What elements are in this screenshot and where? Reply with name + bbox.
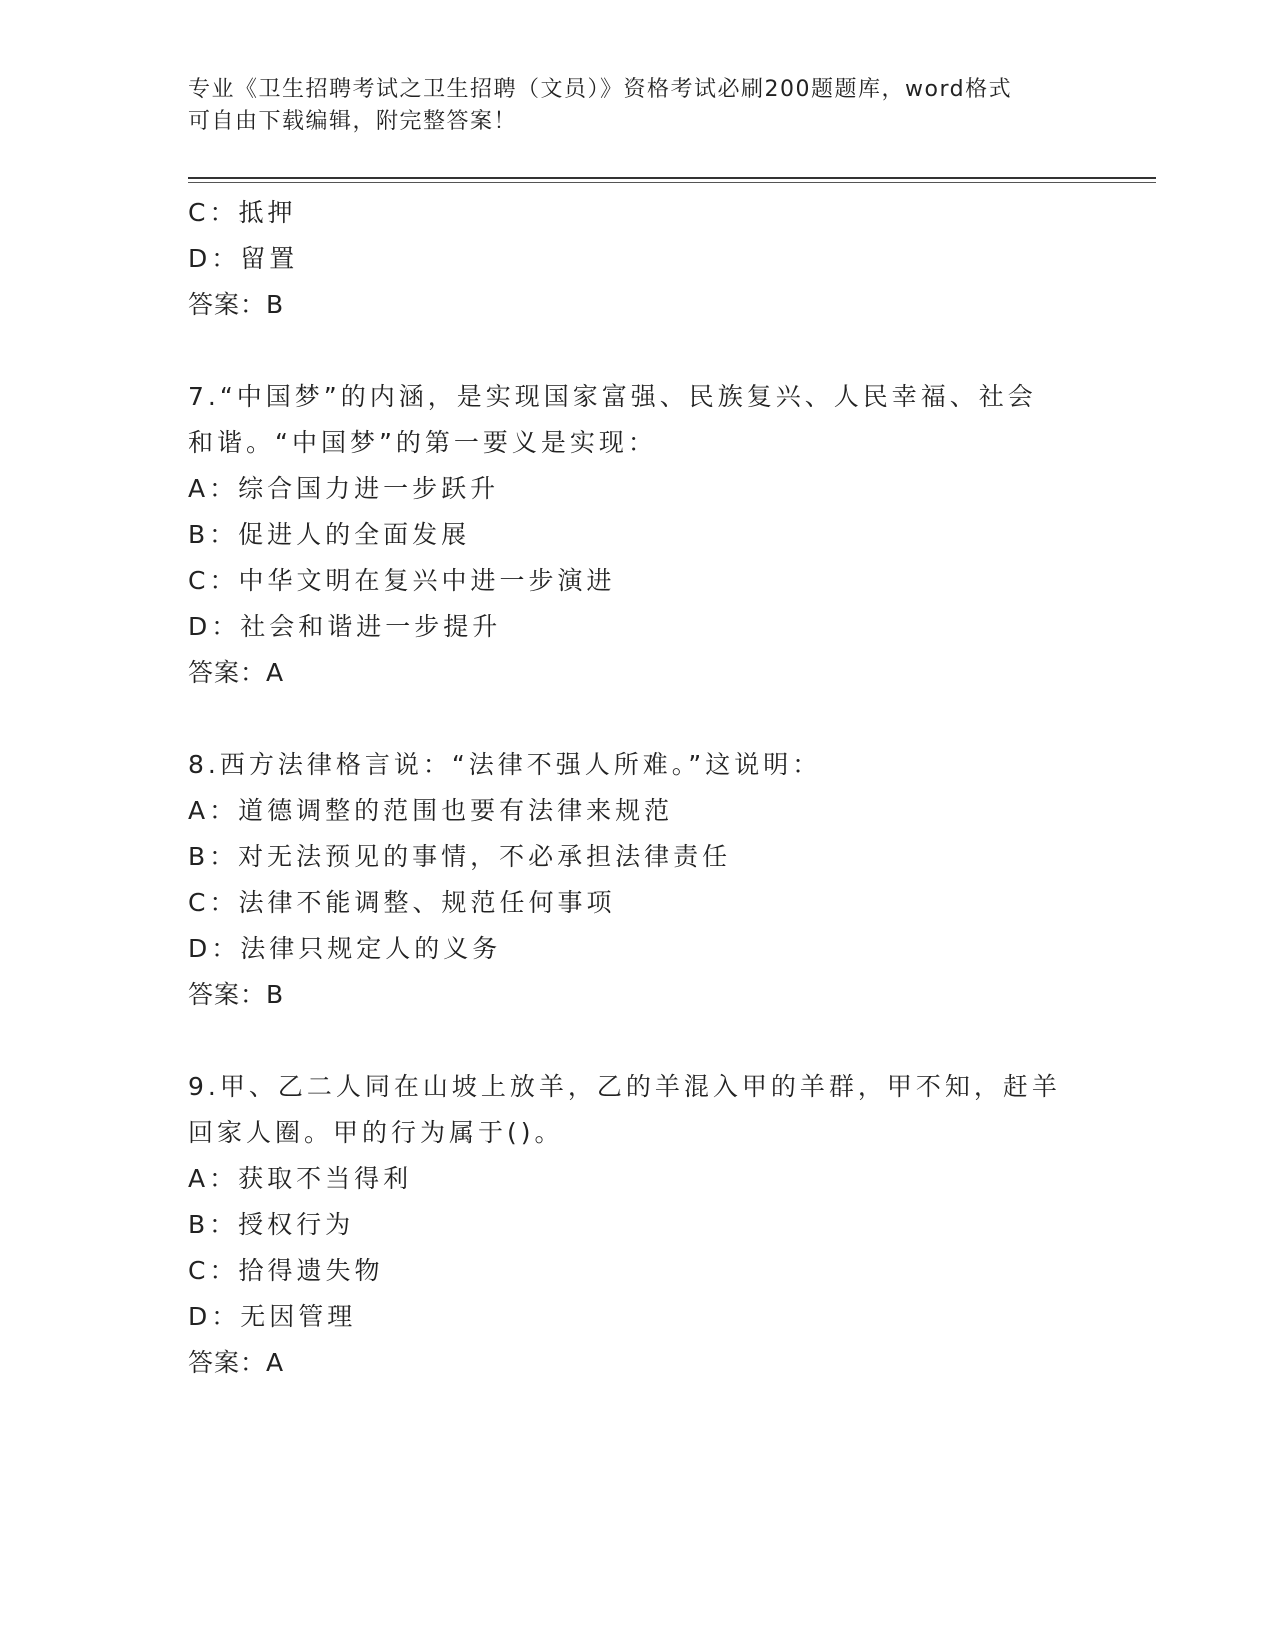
answer-line: 答案：B xyxy=(188,290,285,319)
answer-line: 答案：A xyxy=(188,1348,285,1377)
option-c: C：抵押 xyxy=(188,198,297,227)
question-block-prev xyxy=(188,190,1088,328)
answer-line: 答案：A xyxy=(188,658,285,687)
option-b: B：促进人的全面发展 xyxy=(188,520,471,549)
option-c: C：拾得遗失物 xyxy=(188,1256,384,1285)
option-b: B：授权行为 xyxy=(188,1210,355,1239)
option-d: D：留置 xyxy=(188,244,299,273)
spacer xyxy=(188,328,1088,374)
page-header xyxy=(188,74,1068,138)
option-d: D：社会和谐进一步提升 xyxy=(188,612,502,641)
option-a: A：道德调整的范围也要有法律来规范 xyxy=(188,796,674,825)
question-stem-line-2: 回家人圈。甲的行为属于()。 xyxy=(188,1118,564,1147)
question-block-8 xyxy=(188,742,1088,1018)
question-list xyxy=(188,190,1088,1386)
answer-line: 答案：B xyxy=(188,980,285,1009)
question-block-9 xyxy=(188,1064,1088,1386)
spacer xyxy=(188,1018,1088,1064)
spacer xyxy=(188,696,1088,742)
question-stem-line-1: 8.西方法律格言说：“法律不强人所难。”这说明： xyxy=(188,750,822,779)
header-divider-thin xyxy=(188,182,1156,183)
header-title-line-2: 可自由下载编辑，附完整答案！ xyxy=(188,109,518,134)
option-c: C：法律不能调整、规范任何事项 xyxy=(188,888,616,917)
header-divider-thick xyxy=(188,177,1156,179)
option-a: A：获取不当得利 xyxy=(188,1164,413,1193)
option-d: D：无因管理 xyxy=(188,1302,357,1331)
option-b: B：对无法预见的事情，不必承担法律责任 xyxy=(188,842,732,871)
question-stem-line-1: 7.“中国梦”的内涵，是实现国家富强、民族复兴、人民幸福、社会 xyxy=(188,382,1037,411)
option-d: D：法律只规定人的义务 xyxy=(188,934,502,963)
header-title-line-1: 专业《卫生招聘考试之卫生招聘（文员）》资格考试必刷200题题库，word格式 xyxy=(188,77,1013,102)
option-a: A：综合国力进一步跃升 xyxy=(188,474,500,503)
question-block-7 xyxy=(188,374,1088,696)
option-c: C：中华文明在复兴中进一步演进 xyxy=(188,566,616,595)
question-stem-line-1: 9.甲、乙二人同在山坡上放羊，乙的羊混入甲的羊群，甲不知，赶羊 xyxy=(188,1072,1061,1101)
question-stem-line-2: 和谐。“中国梦”的第一要义是实现： xyxy=(188,428,657,457)
